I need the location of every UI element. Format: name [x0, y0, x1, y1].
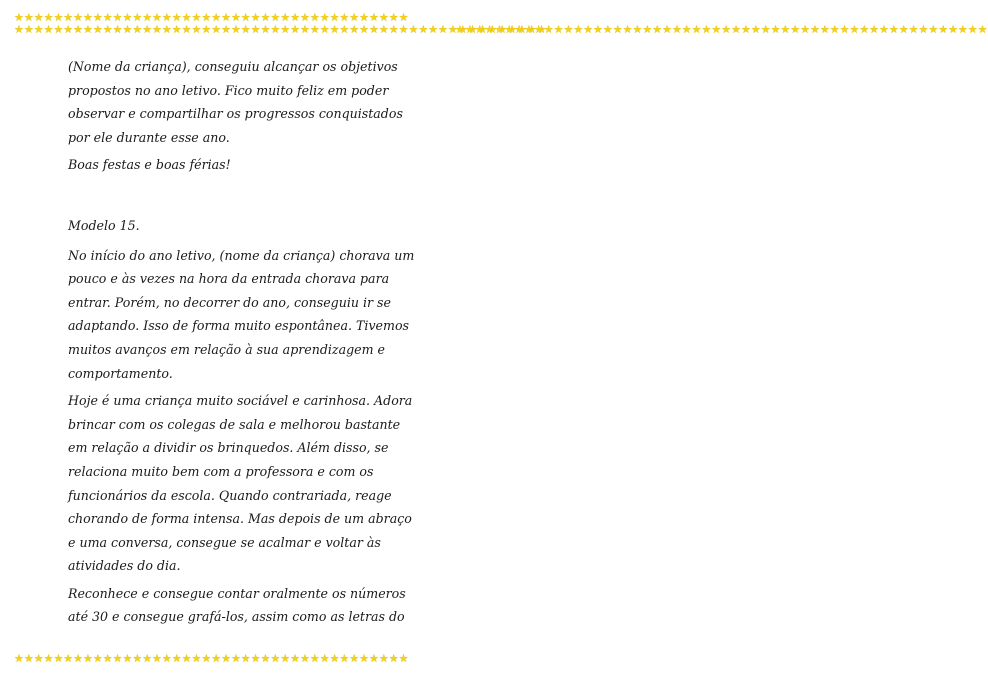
model-heading: Modelo 15. [68, 217, 140, 233]
paragraph-closing-objectives: (Nome da criança), conseguiu alcançar os objetivos propostos no ano letivo. Fico muito feliz em poder observar e compartilhar os progressos conquistados por ele durante esse ano. [68, 59, 403, 145]
star-icon-row-top: ★★★★★★★★★★★★★★★★★★★★★★★★★★★★★★★★★★★★★★★★ [14, 11, 409, 24]
star-icon-column-right: ★★★★★★★★★★★★★★★★★★★★★★★★★★★★★★★★★★★★★★★★★★★★★★★★★★★★★★ [455, 23, 988, 36]
document-body [68, 55, 420, 633]
star-icon-column-left: ★★★★★★★★★★★★★★★★★★★★★★★★★★★★★★★★★★★★★★★★★★★★★★★★★★★★★★ [14, 23, 547, 36]
paragraph-adaptation: No início do ano letivo, (nome da criança) chorava um pouco e às vezes na hora da entrada chorava para entrar. Porém, no decorrer do ano, conseguiu ir se adaptando. Isso de forma muito espontânea. Tivemos muitos avanços em relação à sua aprendizagem e comportamento. [68, 247, 415, 381]
section-spacer [68, 181, 420, 214]
paragraph-numbers: Reconhece e consegue contar oralmente os números até 30 e consegue grafá-los, assim como as letras do [68, 585, 406, 625]
paragraph-holiday-wishes: Boas festas e boas férias! [68, 157, 231, 173]
paragraph-social-behavior: Hoje é uma criança muito sociável e carinhosa. Adora brincar com os colegas de sala e melhorou bastante em relação a dividir os brinquedos. Além disso, se relaciona muito bem com a professora e com os funcionários da escola. Quando contrariada, reage chorando de forma intensa. Mas depois de um abraço e uma conversa, consegue se acalmar e voltar às atividades do dia. [68, 393, 413, 574]
star-icon-row-bottom: ★★★★★★★★★★★★★★★★★★★★★★★★★★★★★★★★★★★★★★★★ [14, 652, 409, 665]
